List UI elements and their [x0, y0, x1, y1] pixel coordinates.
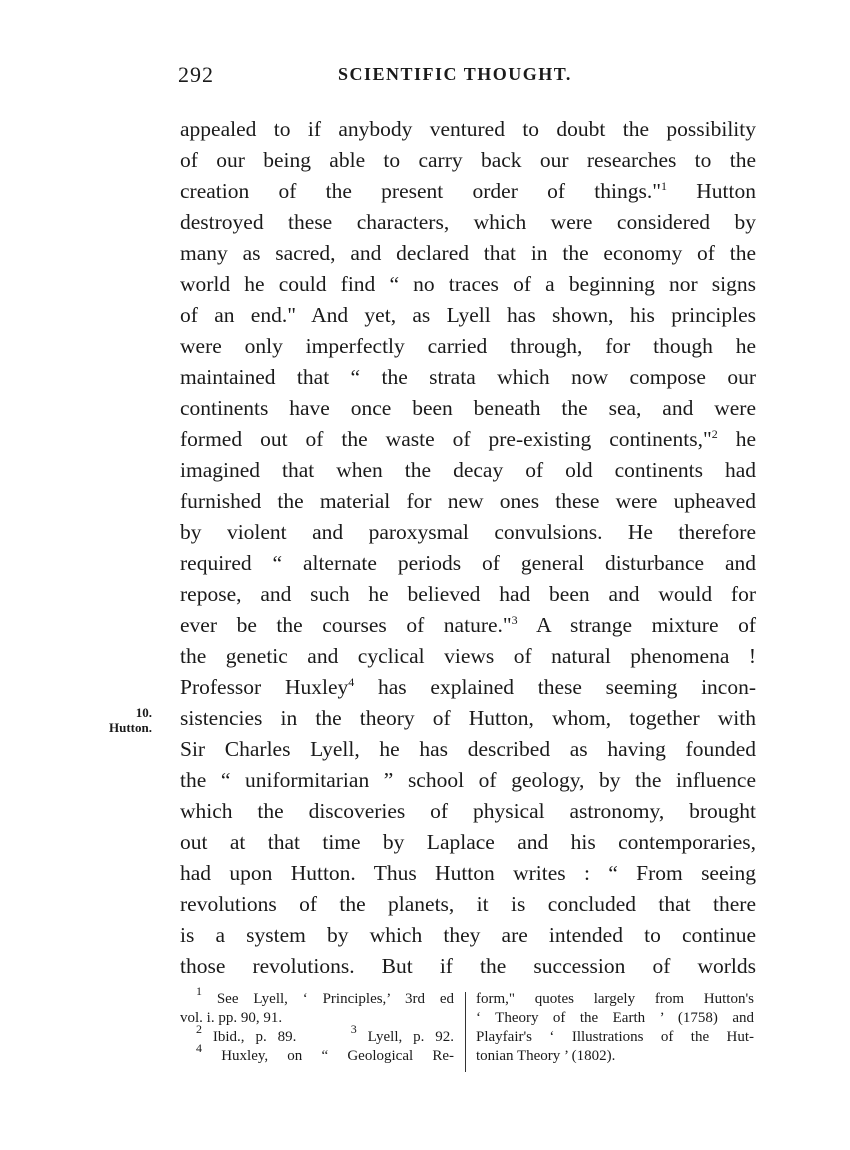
text-line: repose, and such he believed had been and would for [180, 582, 756, 606]
footnote-line [180, 1041, 454, 1066]
footnote-text: Lyell, p. 92. [367, 1029, 455, 1045]
text-line: the “ uniformitarian ” school of geology, by the influence [180, 768, 756, 792]
footnote-line: form," quotes largely from Hutton's [476, 991, 754, 1007]
text-line: were only imperfectly carried through, for though he [180, 334, 756, 358]
footnote-marker: 2 [196, 1022, 202, 1036]
text-line: which the discoveries of physical astronomy, brought [180, 799, 756, 823]
text-line-part: ever be the courses of nature." [180, 613, 512, 637]
text-line: continents have once been beneath the sea, and were [180, 396, 756, 420]
body-text [180, 114, 756, 982]
text-line: many as sacred, and declared that in the economy of the [180, 241, 756, 265]
margin-note-number: 10. [135, 705, 152, 720]
footnote-text: Ibid., p. 89. [212, 1029, 297, 1045]
footnote-line [180, 1022, 455, 1047]
text-line-part: creation of the present order of things." [180, 179, 662, 203]
footnote-line: tonian Theory ’ (1802). [476, 1048, 616, 1064]
footnote-line: ‘ Theory of the Earth ’ (1758) and [476, 1010, 754, 1026]
margin-note [82, 705, 152, 735]
footnote-line [180, 984, 455, 1009]
text-line-part: he [735, 427, 757, 451]
text-line: world he could find “ no traces of a beginning nor signs [180, 272, 756, 296]
text-line: Sir Charles Lyell, he has described as having founded [180, 737, 756, 761]
footnote-line: Playfair's ‘ Illustrations of the Hut- [476, 1029, 754, 1045]
text-line: had upon Hutton. Thus Hutton writes : “ From seeing [180, 861, 756, 885]
text-line-part: formed out of the waste of pre-existing continents," [180, 427, 712, 451]
text-line [180, 672, 756, 703]
footnote-marker: 1 [196, 984, 202, 998]
text-line: revolutions of the planets, it is concluded that there [180, 892, 756, 916]
footnotes-left-column [180, 984, 455, 1066]
text-line-part: Hutton [696, 179, 757, 203]
running-title: SCIENTIFIC THOUGHT. [338, 64, 572, 84]
footnote-ref: 4 [348, 675, 355, 689]
margin-note-label: Hutton. [109, 720, 152, 735]
text-line [180, 610, 756, 641]
text-line [180, 176, 756, 207]
text-line: is a system by which they are intended to continue [180, 923, 756, 947]
text-line: required “ alternate periods of general disturbance and [180, 551, 756, 575]
text-line: the genetic and cyclical views of natural phenomena ! [180, 644, 756, 668]
text-line-part: A strange mixture of [536, 613, 756, 637]
text-line: sistencies in the theory of Hutton, whom, together with [180, 706, 756, 730]
text-line: destroyed these characters, which were considered by [180, 210, 756, 234]
text-line: of an end." And yet, as Lyell has shown, his principles [180, 303, 756, 327]
text-line-part: Professor Huxley [180, 675, 349, 699]
footnote-marker: 4 [196, 1041, 202, 1055]
text-line: furnished the material for new ones these were upheaved [180, 489, 756, 513]
text-line: imagined that when the decay of old continents had [180, 458, 756, 482]
text-line: out at that time by Laplace and his contemporaries, [180, 830, 756, 854]
footnote-text: Huxley, on “ Geological Re- [221, 1048, 454, 1064]
text-line: of our being able to carry back our researches to the [180, 148, 756, 172]
page-header [178, 62, 758, 92]
text-line: maintained that “ the strata which now compose our [180, 365, 756, 389]
footnote-line: vol. i. pp. 90, 91. [180, 1010, 283, 1026]
footnote-ref: 1 [661, 179, 668, 193]
footnote-marker: 3 [350, 1022, 357, 1036]
footnote-ref: 2 [711, 427, 718, 441]
footnote-divider [465, 992, 466, 1072]
text-line-part: has explained these seeming incon- [378, 675, 756, 699]
text-line: those revolutions. But if the succession of worlds [180, 954, 756, 978]
footnotes-right-column [476, 990, 754, 1066]
text-line: by violent and paroxysmal convulsions. He therefore [180, 520, 756, 544]
footnote-ref: 3 [511, 613, 518, 627]
text-line [180, 424, 756, 455]
footnote-text: See Lyell, ‘ Principles,’ 3rd ed [216, 991, 455, 1007]
page-number: 292 [178, 62, 214, 87]
text-line: appealed to if anybody ventured to doubt the possibility [180, 117, 756, 141]
